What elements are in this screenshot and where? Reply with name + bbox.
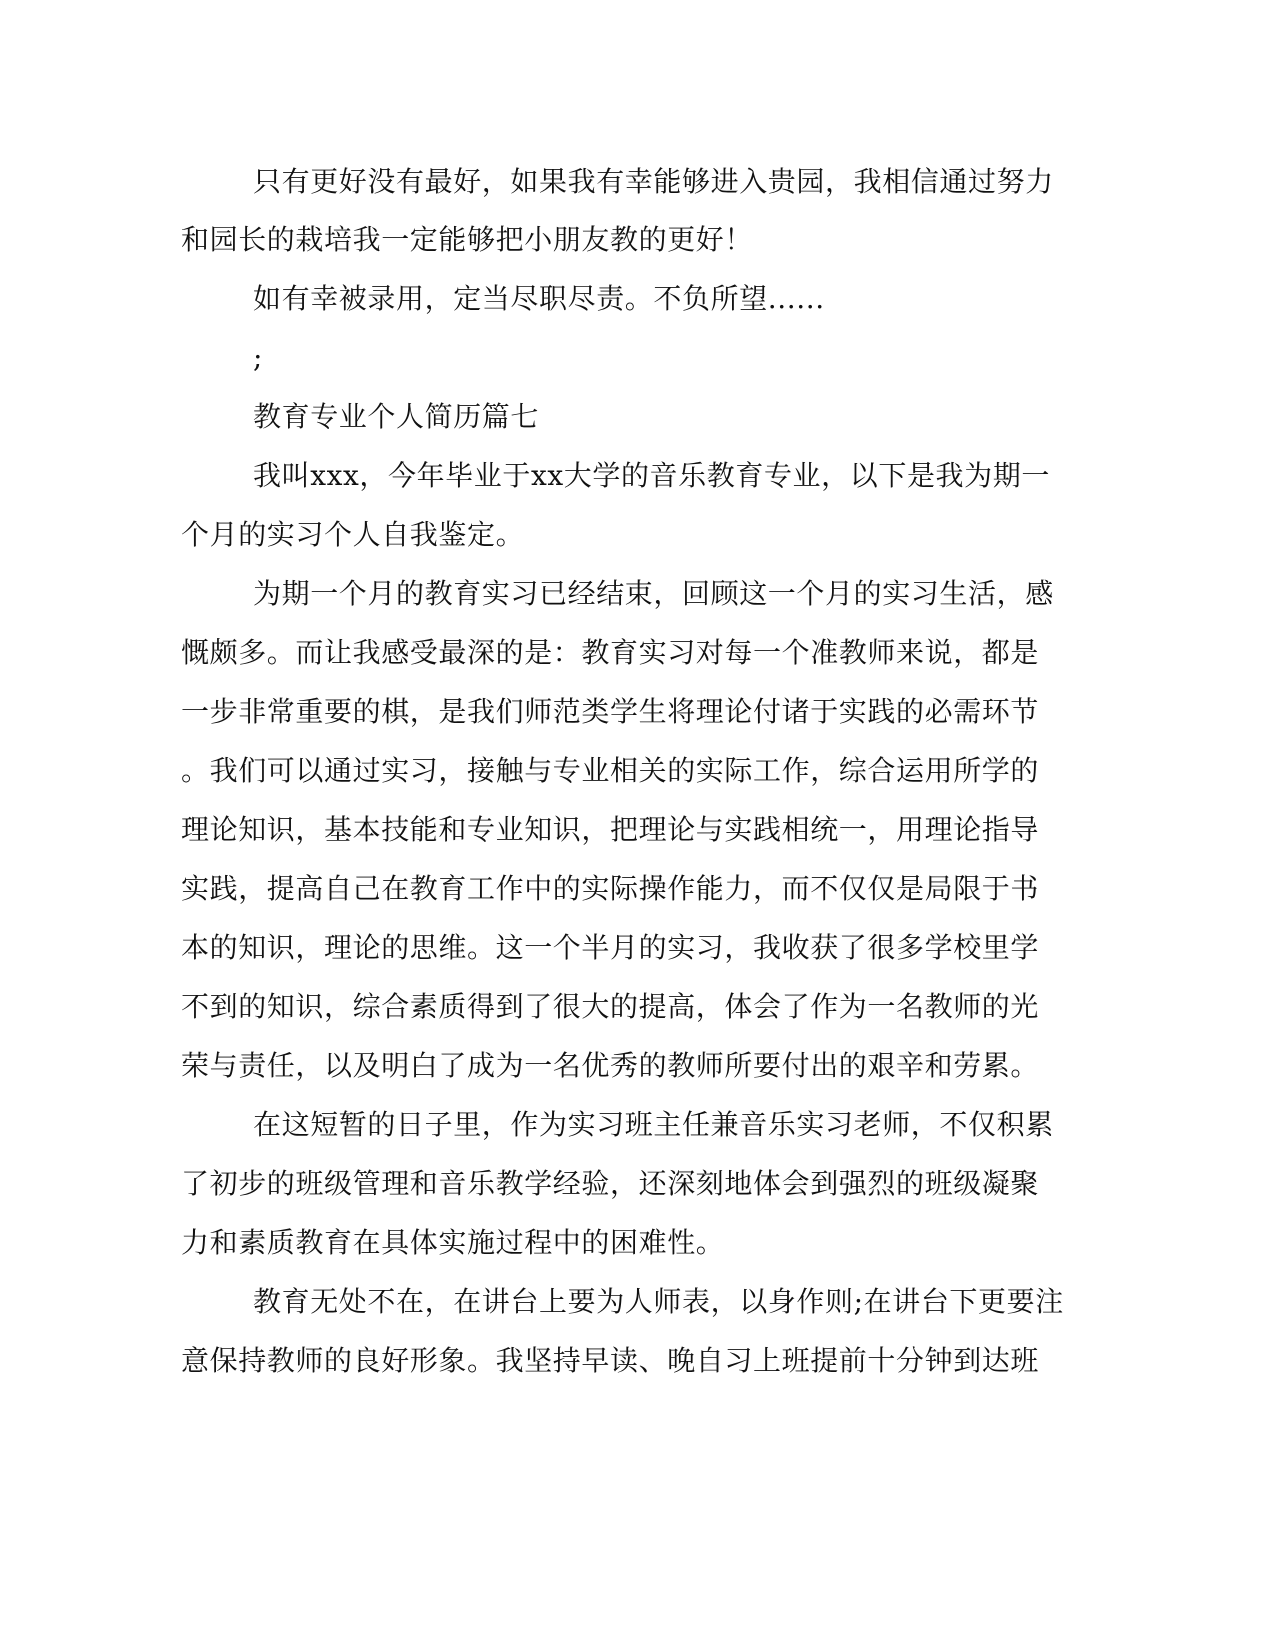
text-line-2: 和园长的栽培我一定能够把小朋友教的更好！ — [181, 223, 754, 256]
text-line-19: 力和素质教育在具体实施过程中的困难性。 — [181, 1226, 725, 1259]
text-line-7: 个月的实习个人自我鉴定。 — [181, 518, 525, 551]
text-line-10: 一步非常重要的棋，是我们师范类学生将理论付诸于实践的必需环节 — [181, 695, 1040, 728]
text-line-21: 意保持教师的良好形象。我坚持早读、晚自习上班提前十分钟到达班 — [181, 1344, 1040, 1377]
text-line-9: 慨颇多。而让我感受最深的是：教育实习对每一个准教师来说，都是 — [181, 636, 1040, 669]
text-line-20: 教育无处不在，在讲台上要为人师表，以身作则;在讲台下更要注 — [253, 1285, 1064, 1318]
text-line-8: 为期一个月的教育实习已经结束，回顾这一个月的实习生活，感 — [253, 577, 1054, 610]
text-line-14: 本的知识，理论的思维。这一个半月的实习，我收获了很多学校里学 — [181, 931, 1040, 964]
text-line-12: 理论知识，基本技能和专业知识，把理论与实践相统一，用理论指导 — [181, 813, 1040, 846]
text-line-3: 如有幸被录用，定当尽职尽责。不负所望...... — [253, 282, 825, 315]
text-line-17: 在这短暂的日子里，作为实习班主任兼音乐实习老师，不仅积累 — [253, 1108, 1054, 1141]
text-line-1: 只有更好没有最好，如果我有幸能够进入贵园，我相信通过努力 — [253, 165, 1054, 198]
text-line-4: ; — [253, 341, 263, 374]
section-heading: 教育专业个人简历篇七 — [253, 400, 540, 433]
text-line-11: 。我们可以通过实习，接触与专业相关的实际工作，综合运用所学的 — [181, 754, 1040, 787]
text-line-13: 实践，提高自己在教育工作中的实际操作能力，而不仅仅是局限于书 — [181, 872, 1040, 905]
text-line-18: 了初步的班级管理和音乐教学经验，还深刻地体会到强烈的班级凝聚 — [181, 1167, 1040, 1200]
text-line-16: 荣与责任，以及明白了成为一名优秀的教师所要付出的艰辛和劳累。 — [181, 1049, 1040, 1082]
text-line-15: 不到的知识，综合素质得到了很大的提高，体会了作为一名教师的光 — [181, 990, 1040, 1023]
text-line-6: 我叫xxx，今年毕业于xx大学的音乐教育专业，以下是我为期一 — [253, 459, 1050, 492]
